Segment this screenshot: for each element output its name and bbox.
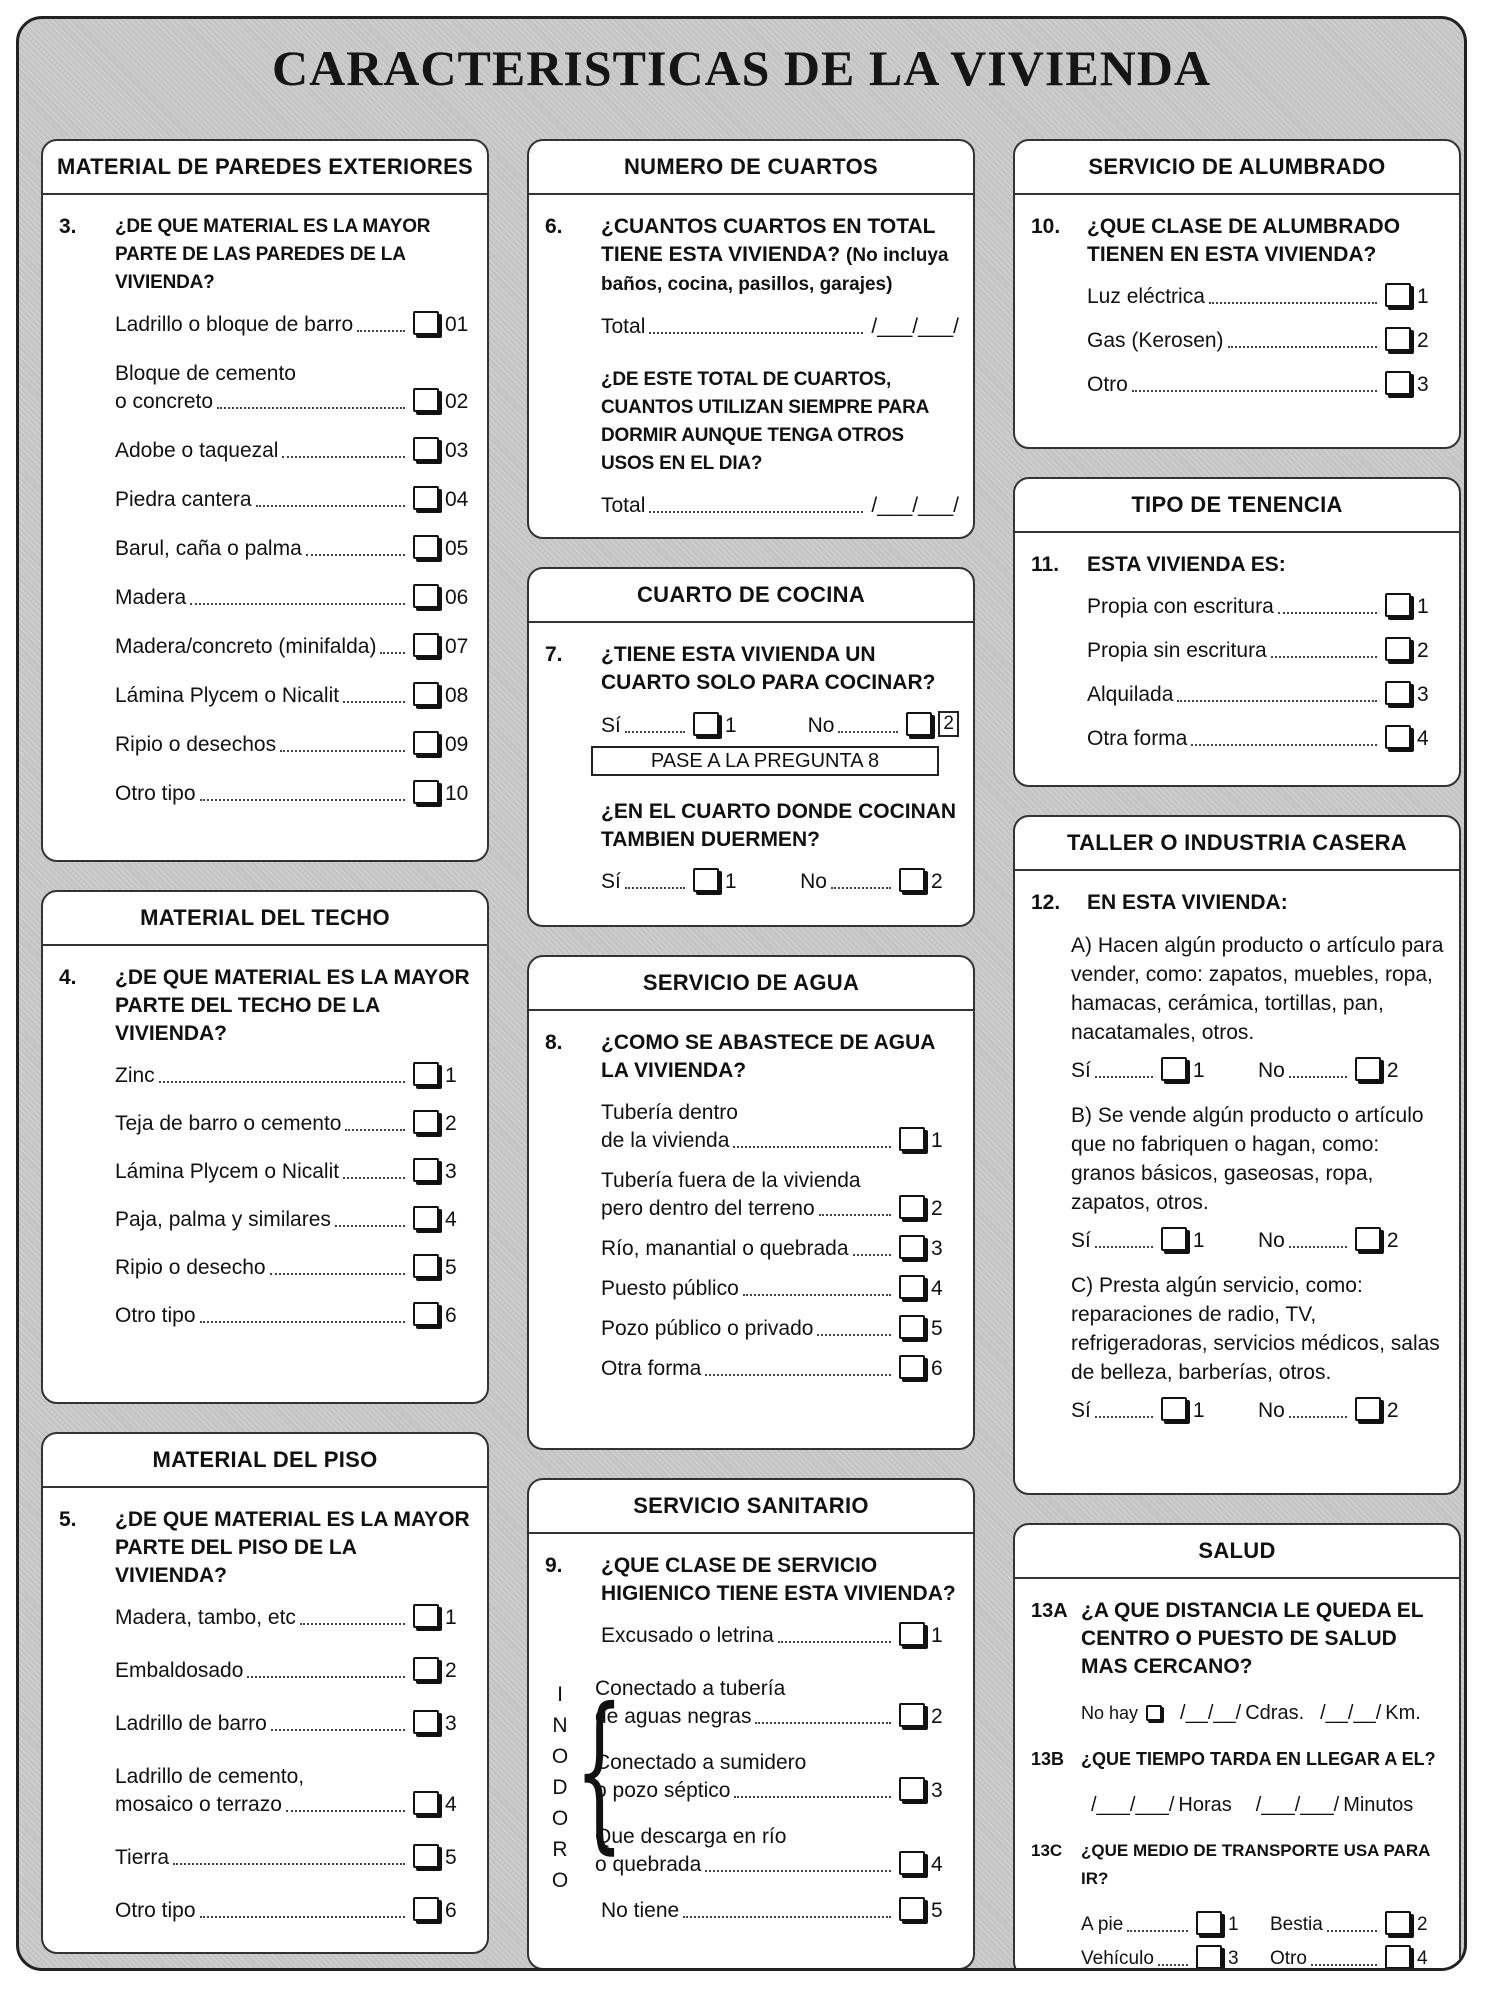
total-rooms-field[interactable]: Total /___/___/	[601, 315, 959, 338]
option-label-line2: o concreto	[115, 390, 214, 413]
option-row[interactable]	[601, 1275, 959, 1303]
option-label-line2: pero dentro del terreno	[601, 1197, 815, 1220]
question-9	[545, 1552, 959, 1608]
option-row[interactable]	[601, 1235, 959, 1263]
checkbox[interactable]	[413, 1254, 439, 1278]
question-12	[1031, 889, 1445, 917]
option-label-line2: o pozo séptico	[595, 1779, 731, 1802]
checkbox[interactable]	[413, 1897, 439, 1921]
option-label: Tierra	[115, 1846, 170, 1869]
column-middle	[527, 139, 975, 1971]
checkbox[interactable]	[899, 1235, 925, 1259]
option-code: 2	[931, 1197, 943, 1220]
checkbox[interactable]	[413, 1604, 439, 1628]
checkbox[interactable]	[899, 1851, 925, 1875]
option-label: Adobe o taquezal	[115, 439, 279, 462]
option-code: 2	[1417, 329, 1429, 352]
options-list	[1031, 593, 1445, 753]
checkbox[interactable]	[413, 1710, 439, 1734]
question-number: 9.	[545, 1554, 563, 1577]
option-label: Otra forma	[1087, 727, 1188, 750]
question-text: ¿DE QUE MATERIAL ES LA MAYOR PARTE DEL PISO DE LA VIVIENDA?	[115, 1508, 470, 1587]
option-row[interactable]	[601, 1167, 959, 1223]
checkbox[interactable]	[413, 682, 439, 706]
option-code: 04	[445, 488, 469, 511]
option-label: Vehículo	[1081, 1948, 1154, 1969]
checkbox[interactable]	[899, 1703, 925, 1727]
question-text: ¿DE QUE MATERIAL ES LA MAYOR PARTE DEL TECHO DE LA VIVIENDA?	[115, 966, 470, 1045]
question-number: 11.	[1031, 553, 1060, 576]
question-text: ¿QUE CLASE DE ALUMBRADO TIENEN EN ESTA VIVIENDA?	[1087, 215, 1401, 266]
section-cuartos	[527, 139, 975, 539]
question-text: ESTA VIVIENDA ES:	[1087, 553, 1286, 576]
checkbox[interactable]	[413, 1657, 439, 1681]
taller-item-text: C) Presta algún servicio, como: reparaciones de radio, TV, refrigeradoras, servicios médicos, salas de belleza, barberías, otros.	[1071, 1274, 1440, 1384]
checkbox[interactable]	[1196, 1911, 1222, 1935]
question-13a: 13A ¿A QUE DISTANCIA LE QUEDA EL CENTRO O PUESTO DE SALUD MAS CERCANO?	[1031, 1599, 1424, 1678]
checkbox[interactable]	[1385, 1945, 1411, 1969]
options-list	[595, 1675, 959, 1897]
checkbox-no[interactable]	[1355, 1227, 1381, 1251]
option-label-line2: mosaico o terrazo	[115, 1793, 282, 1816]
option-code: 1	[445, 1606, 457, 1629]
section-header: CUARTO DE COCINA	[529, 569, 973, 623]
option-row[interactable]	[595, 1823, 959, 1879]
option-row[interactable]	[1087, 283, 1445, 311]
option-row[interactable]	[1087, 725, 1445, 753]
option-label: Otro tipo	[115, 782, 196, 805]
checkbox[interactable]	[1385, 681, 1411, 705]
option-label: Ripio o desechos	[115, 733, 277, 756]
option-code: 1	[1192, 1399, 1205, 1422]
checkbox[interactable]	[899, 1777, 925, 1801]
option-label-line2: de aguas negras	[595, 1705, 752, 1728]
option-code: 1	[931, 1129, 943, 1152]
column-right	[1013, 139, 1461, 1971]
option-code: 6	[445, 1899, 457, 1922]
option-label: Embaldosado	[115, 1659, 244, 1682]
option-row[interactable]	[1087, 593, 1445, 621]
taller-item-text: A) Hacen algún producto o artículo para vender, como: zapatos, muebles, ropa, hamacas, cerámica, tortillas, pan, nacatamales, otros.	[1071, 934, 1444, 1044]
option-row[interactable]	[1087, 681, 1445, 709]
checkbox-no[interactable]	[899, 868, 925, 892]
option-row[interactable]	[115, 682, 473, 710]
option-label-line2: o quebrada	[595, 1853, 702, 1876]
options-list	[545, 1099, 959, 1383]
option-code: 3	[1228, 1948, 1239, 1969]
taller-item-text: B) Se vende algún producto o artículo que no fabriquen o hagan, como: granos básicos, gaseosas, ropa, zapatos, otros.	[1071, 1104, 1424, 1214]
question-5	[59, 1506, 473, 1590]
checkbox-no[interactable]	[1355, 1057, 1381, 1081]
option-label: Madera/concreto (minifalda)	[115, 635, 377, 658]
section-alumbrado	[1013, 139, 1461, 449]
option-code: 06	[445, 586, 469, 609]
options-list	[1031, 931, 1445, 1425]
option-code: 1	[445, 1064, 457, 1087]
options-list	[59, 1062, 473, 1330]
question-13b: 13B ¿QUE TIEMPO TARDA EN LLEGAR A EL?	[1031, 1749, 1436, 1769]
checkbox-no[interactable]	[906, 712, 932, 736]
question-8	[545, 1029, 959, 1085]
option-label: Otro tipo	[115, 1304, 196, 1327]
question-number: 8.	[545, 1031, 563, 1054]
inodoro-letter: N	[552, 1714, 568, 1737]
option-row[interactable]	[115, 1710, 473, 1738]
checkbox-si[interactable]	[1161, 1057, 1187, 1081]
brace-icon: {	[575, 1672, 624, 1870]
option-code: 2	[445, 1659, 457, 1682]
yes-label: Sí	[1071, 1229, 1091, 1252]
option-code: 4	[445, 1793, 457, 1816]
option-row[interactable]	[601, 1355, 959, 1383]
checkbox[interactable]	[413, 1206, 439, 1230]
option-label: Otra forma	[601, 1357, 702, 1380]
option-label: Teja de barro o cemento	[115, 1112, 342, 1135]
checkbox[interactable]	[413, 535, 439, 559]
option-label: Paja, palma y similares	[115, 1208, 331, 1231]
option-label: Que descarga en río	[595, 1825, 787, 1848]
transport-options	[1031, 1911, 1445, 1971]
option-label: Ladrillo o bloque de barro	[115, 313, 354, 336]
transport-option[interactable]	[1081, 1911, 1256, 1939]
inodoro-label	[545, 1675, 575, 1897]
question-7b	[545, 798, 959, 854]
option-row[interactable]	[1087, 637, 1445, 665]
section-header: SERVICIO DE AGUA	[529, 957, 973, 1011]
time-field[interactable]: /___/___/ Horas /___/___/ Minutos	[1091, 1794, 1414, 1816]
checkbox[interactable]	[1385, 593, 1411, 617]
option-code: 10	[445, 782, 469, 805]
option-code: 03	[445, 439, 469, 462]
option-code: 02	[445, 390, 469, 413]
page-title: CARACTERISTICAS DE LA VIVIENDA	[271, 40, 1211, 96]
section-header: TIPO DE TENENCIA	[1015, 479, 1459, 533]
option-row[interactable]	[601, 1099, 959, 1155]
option-label: Puesto público	[601, 1277, 739, 1300]
option-code: 4	[445, 1208, 457, 1231]
checkbox[interactable]	[413, 584, 439, 608]
question-number: 4.	[59, 966, 77, 989]
checkbox[interactable]	[413, 731, 439, 755]
inodoro-group	[545, 1672, 959, 1897]
transport-option[interactable]	[1270, 1911, 1445, 1939]
checkbox-no[interactable]	[1355, 1397, 1381, 1421]
option-label: Ladrillo de barro	[115, 1712, 267, 1735]
option-label: Pozo público o privado	[601, 1317, 814, 1340]
checkbox[interactable]	[1385, 725, 1411, 749]
option-code: 2	[1417, 639, 1429, 662]
option-code: 6	[931, 1357, 943, 1380]
option-label: Lámina Plycem o Nicalit	[115, 1160, 340, 1183]
checkbox[interactable]	[413, 1302, 439, 1326]
section-header: MATERIAL DE PAREDES EXTERIORES	[43, 141, 487, 195]
option-code: 09	[445, 733, 469, 756]
form-page	[16, 16, 1467, 1971]
section-sanitario	[527, 1478, 975, 1970]
option-code: 1	[1228, 1914, 1239, 1935]
section-header: TALLER O INDUSTRIA CASERA	[1015, 817, 1459, 871]
question-number: 7.	[545, 643, 563, 666]
option-code: 3	[931, 1237, 943, 1260]
question-text: ¿COMO SE ABASTECE DE AGUA LA VIVIENDA?	[601, 1031, 935, 1082]
option-row[interactable]	[115, 633, 473, 661]
option-code: 3	[1417, 373, 1429, 396]
option-label: Barul, caña o palma	[115, 537, 302, 560]
option-code: 1	[1192, 1059, 1205, 1082]
option-code: 3	[931, 1779, 943, 1802]
section-techo	[41, 890, 489, 1404]
option-row[interactable]	[115, 1302, 473, 1330]
option-code: 08	[445, 684, 469, 707]
option-code: 01	[445, 313, 469, 336]
option-label: Luz eléctrica	[1087, 285, 1205, 308]
question-4	[59, 964, 473, 1048]
option-label: Gas (Kerosen)	[1087, 329, 1224, 352]
no-label: No	[1258, 1059, 1285, 1082]
inodoro-letter: D	[552, 1776, 568, 1799]
option-label: Ladrillo de cemento,	[115, 1765, 305, 1788]
options-list	[59, 311, 473, 808]
question-6	[545, 213, 959, 299]
checkbox[interactable]	[1385, 371, 1411, 395]
options-list	[59, 1604, 473, 1925]
section-agua	[527, 955, 975, 1450]
option-code: 1	[1192, 1229, 1205, 1252]
option-code: 5	[445, 1256, 457, 1279]
skip-instruction: PASE A LA PREGUNTA 8	[591, 746, 939, 776]
option-label: Alquilada	[1087, 683, 1174, 706]
option-code: 4	[931, 1277, 943, 1300]
option-row[interactable]	[115, 437, 473, 465]
option-code: 2	[1386, 1059, 1399, 1082]
option-row[interactable]	[115, 1657, 473, 1685]
checkbox[interactable]	[413, 1158, 439, 1182]
checkbox[interactable]	[413, 388, 439, 412]
question-6b	[545, 366, 959, 478]
yes-label: Sí	[1071, 1059, 1091, 1082]
section-tenencia	[1013, 477, 1461, 787]
inodoro-letter: I	[557, 1683, 563, 1706]
section-header: SERVICIO SANITARIO	[529, 1480, 973, 1534]
option-row[interactable]	[115, 1110, 473, 1138]
no-label: No	[1258, 1399, 1285, 1422]
option-code: 1	[1417, 285, 1429, 308]
section-salud	[1013, 1523, 1461, 1971]
option-label: Otro tipo	[115, 1899, 196, 1922]
question-text: ¿DE ESTE TOTAL DE CUARTOS, CUANTOS UTILIZAN SIEMPRE PARA DORMIR AUNQUE TENGA OTROS USOS EN EL DIA?	[601, 369, 929, 474]
question-3	[59, 213, 473, 297]
option-label: Propia con escritura	[1087, 595, 1274, 618]
option-row[interactable]	[115, 1604, 473, 1632]
option-label: Río, manantial o quebrada	[601, 1237, 849, 1260]
checkbox[interactable]	[413, 1844, 439, 1868]
question-text: ¿QUE CLASE DE SERVICIO HIGIENICO TIENE ESTA VIVIENDA?	[601, 1554, 956, 1605]
checkbox[interactable]	[413, 1110, 439, 1134]
checkbox[interactable]	[899, 1622, 925, 1646]
option-code: 5	[445, 1846, 457, 1869]
checkbox-si[interactable]	[693, 868, 719, 892]
checkbox[interactable]	[413, 486, 439, 510]
question-text: ¿DE QUE MATERIAL ES LA MAYOR PARTE DE LAS PAREDES DE LA VIVIENDA?	[115, 216, 431, 293]
option-label: Tubería fuera de la vivienda	[601, 1169, 861, 1192]
yes-no-row	[1071, 1057, 1445, 1085]
option-row[interactable]	[115, 1206, 473, 1234]
option-code: 4	[1417, 727, 1429, 750]
question-11	[1031, 551, 1445, 579]
checkbox[interactable]	[413, 311, 439, 335]
checkbox[interactable]	[413, 437, 439, 461]
option-row[interactable]	[115, 486, 473, 514]
inodoro-letter: O	[551, 1807, 569, 1830]
option-code: 05	[445, 537, 469, 560]
option-code: 1	[1417, 595, 1429, 618]
option-label-line2: de la vivienda	[601, 1129, 730, 1152]
checkbox[interactable]	[899, 1315, 925, 1339]
checkbox-si[interactable]	[693, 712, 719, 736]
option-label: Zinc	[115, 1064, 155, 1087]
section-header: MATERIAL DEL PISO	[43, 1434, 487, 1488]
checkbox[interactable]	[899, 1195, 925, 1219]
option-label: Bestia	[1270, 1914, 1323, 1935]
option-row[interactable]	[115, 535, 473, 563]
option-label: Conectado a tubería	[595, 1677, 786, 1700]
option-row[interactable]	[115, 311, 473, 339]
option-code: 2	[1417, 1914, 1428, 1935]
option-code: 5	[931, 1317, 943, 1340]
question-text: ¿CUANTOS CUARTOS EN TOTAL TIENE ESTA VIVIENDA? (No incluya baños, cocina, pasillos, garajes)	[601, 215, 949, 295]
option-label: Tubería dentro	[601, 1101, 738, 1124]
option-label: A pie	[1081, 1914, 1124, 1935]
question-text: ¿EN EL CUARTO DONDE COCINAN TAMBIEN DUERMEN?	[601, 800, 957, 851]
checkbox[interactable]	[413, 780, 439, 804]
option-label: Propia sin escritura	[1087, 639, 1267, 662]
option-row[interactable]	[1087, 371, 1445, 399]
yes-label: Sí	[1071, 1399, 1091, 1422]
option-code: 3	[445, 1160, 457, 1183]
options-list	[1031, 283, 1445, 399]
option-label: Madera, tambo, etc	[115, 1606, 296, 1629]
checkbox[interactable]	[413, 1062, 439, 1086]
option-row[interactable]	[115, 1897, 473, 1925]
option-row[interactable]	[595, 1675, 959, 1731]
question-7	[545, 641, 959, 697]
question-text: ¿TIENE ESTA VIVIENDA UN CUARTO SOLO PARA COCINAR?	[601, 643, 936, 694]
option-row[interactable]	[115, 1062, 473, 1090]
checkbox-si[interactable]	[1161, 1227, 1187, 1251]
option-label: Piedra cantera	[115, 488, 252, 511]
option-code: 6	[445, 1304, 457, 1327]
question-number: 5.	[59, 1508, 77, 1531]
option-row[interactable]	[115, 780, 473, 808]
question-10	[1031, 213, 1445, 269]
option-code: 2	[1386, 1399, 1399, 1422]
checkbox[interactable]	[413, 1791, 439, 1815]
option-row[interactable]	[115, 584, 473, 612]
option-code: 4	[931, 1853, 943, 1876]
option-row[interactable]	[115, 360, 473, 416]
option-row[interactable]	[115, 1158, 473, 1186]
section-header: SALUD	[1015, 1525, 1459, 1579]
option-label: Bloque de cemento	[115, 362, 296, 385]
option-code: 2	[445, 1112, 457, 1135]
option-row[interactable]	[595, 1749, 959, 1805]
inodoro-letter: O	[551, 1745, 569, 1768]
checkbox[interactable]	[1385, 1911, 1411, 1935]
option-label: Otro	[1087, 373, 1128, 396]
section-taller	[1013, 815, 1461, 1495]
checkbox[interactable]	[1385, 283, 1411, 307]
checkbox[interactable]	[1385, 327, 1411, 351]
question-number: 12.	[1031, 891, 1061, 914]
section-piso	[41, 1432, 489, 1954]
checkbox[interactable]	[899, 1897, 925, 1921]
yes-no-row	[1071, 1227, 1445, 1255]
question-number: 10.	[1031, 215, 1061, 238]
checkbox[interactable]	[899, 1275, 925, 1299]
checkbox[interactable]	[413, 633, 439, 657]
checkbox[interactable]	[899, 1127, 925, 1151]
section-cocina: CUARTO DE COCINA 7. ¿TIENE ESTA VIVIENDA UN CUARTO SOLO PARA COCINAR? Sí 1 No 2 PASE A LA PREGUNTA 8 ¿EN EL CUARTO DONDE COCINAN TAMBIEN DUERMEN? Sí 1 No 2	[527, 567, 975, 927]
option-code: 4	[1417, 1948, 1428, 1969]
option-label: Lámina Plycem o Nicalit	[115, 684, 340, 707]
option-code: 3	[445, 1712, 457, 1735]
option-row[interactable]	[115, 1254, 473, 1282]
option-row[interactable]	[1087, 327, 1445, 355]
question-number: 3.	[59, 215, 77, 238]
option-code: 2	[1386, 1229, 1399, 1252]
option-label: Ripio o desecho	[115, 1256, 266, 1279]
option-code: 2	[931, 1705, 943, 1728]
no-label: No	[1258, 1229, 1285, 1252]
option-no-tiene[interactable]: No tiene 5	[601, 1899, 943, 1922]
option-row[interactable]	[115, 731, 473, 759]
option-label: Conectado a sumidero	[595, 1751, 807, 1774]
section-header: SERVICIO DE ALUMBRADO	[1015, 141, 1459, 195]
section-header: MATERIAL DEL TECHO	[43, 892, 487, 946]
option-row[interactable]	[115, 1763, 473, 1819]
checkbox-no-hay[interactable]	[1146, 1705, 1162, 1721]
distance-field[interactable]: No hay /__/__/ Cdras. /__/__/ Km.	[1081, 1702, 1421, 1724]
question-number: 6.	[545, 215, 563, 238]
transport-option[interactable]	[1081, 1945, 1256, 1971]
checkbox[interactable]	[1385, 637, 1411, 661]
yes-no-row	[1071, 1397, 1445, 1425]
option-row[interactable]	[601, 1315, 959, 1343]
checkbox[interactable]	[1196, 1945, 1222, 1969]
question-text: EN ESTA VIVIENDA:	[1087, 891, 1288, 914]
checkbox-si[interactable]	[1161, 1397, 1187, 1421]
option-label: Otro	[1270, 1948, 1307, 1969]
transport-option[interactable]	[1270, 1945, 1445, 1971]
checkbox[interactable]	[899, 1355, 925, 1379]
sleeping-rooms-field[interactable]: Total /___/___/	[601, 494, 959, 517]
option-excusado[interactable]: Excusado o letrina 1	[601, 1624, 943, 1647]
inodoro-letter: O	[551, 1869, 569, 1892]
column-left	[41, 139, 489, 1971]
question-13c: 13C ¿QUE MEDIO DE TRANSPORTE USA PARA IR?	[1031, 1841, 1430, 1888]
option-row[interactable]	[115, 1844, 473, 1872]
section-header: NUMERO DE CUARTOS	[529, 141, 973, 195]
option-code: 07	[445, 635, 469, 658]
option-label: Madera	[115, 586, 187, 609]
option-code: 3	[1417, 683, 1429, 706]
section-paredes	[41, 139, 489, 862]
inodoro-letter: R	[552, 1838, 568, 1861]
